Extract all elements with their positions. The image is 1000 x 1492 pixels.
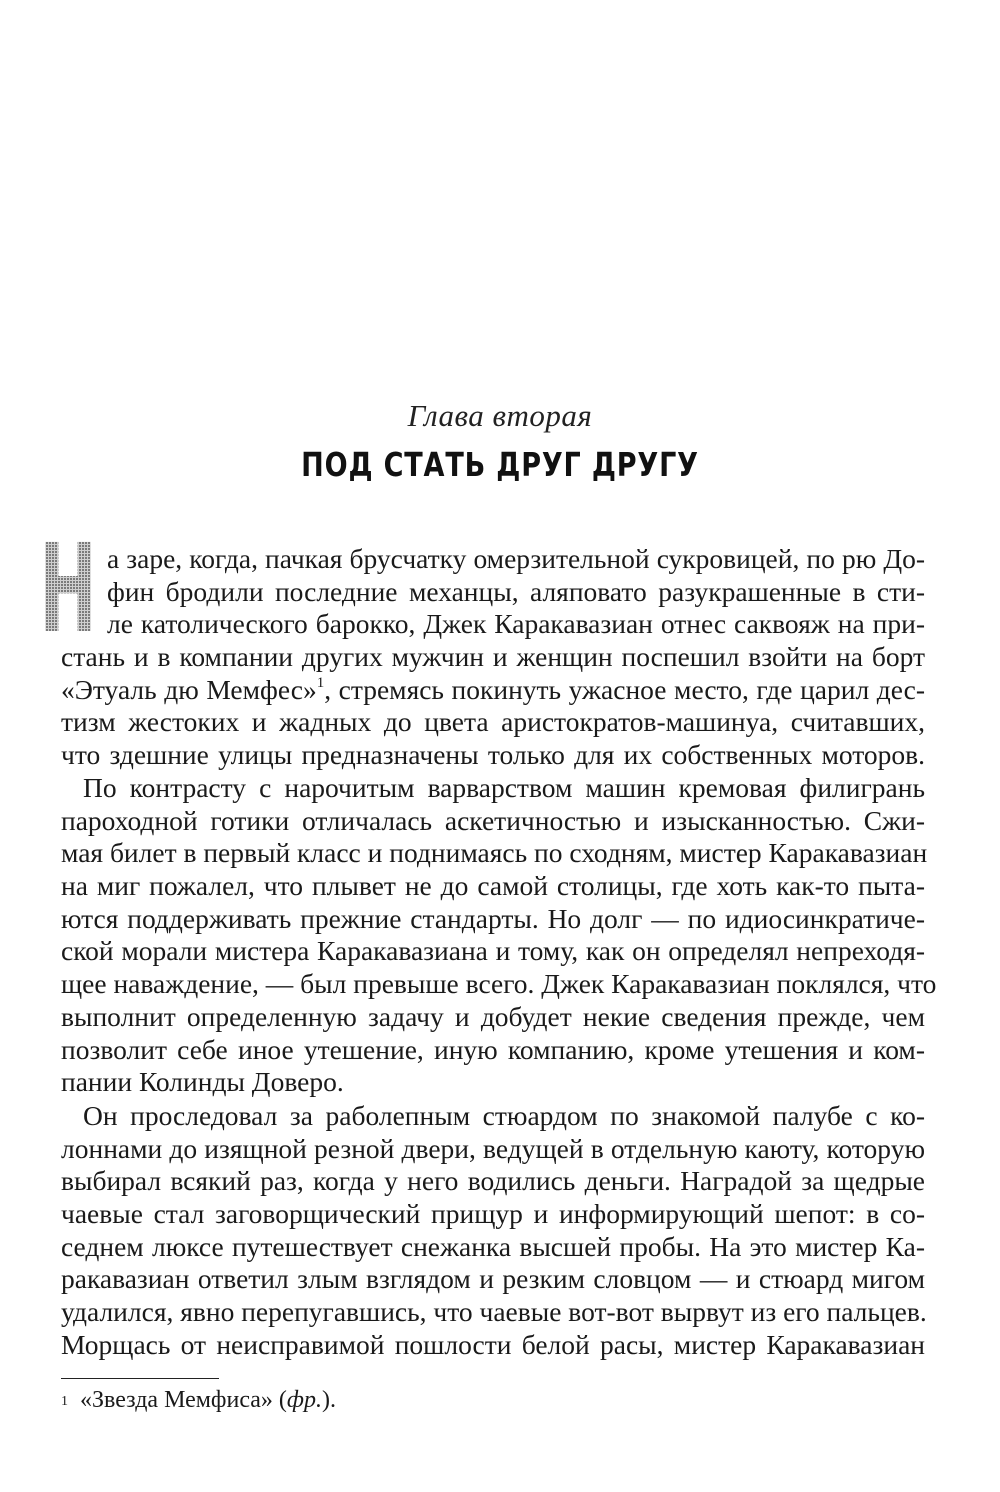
text-line: выбирал всякий раз, когда у него водились деньги. Наградой за щедрые <box>61 1165 925 1197</box>
text-line: пароходной готики отличалась аскетичностью и изысканностью. Сжи- <box>61 804 925 836</box>
footnote-text-end: ). <box>321 1387 336 1413</box>
text-line: ле католического барокко, Джек Каракавазиан отнес саквояж на при- <box>107 608 925 640</box>
footnote-ref: 1 <box>316 674 325 691</box>
text-line: что здешние улицы предназначены только для их собственных моторов. <box>61 739 925 771</box>
footnote-abbrev: фр. <box>286 1387 322 1413</box>
text-line: тизм жестоких и жадных до цвета аристократов-машинуа, считавших, <box>61 706 925 738</box>
drop-cap-letter: Н <box>39 518 97 660</box>
paragraph-1 <box>61 543 925 772</box>
text-line: а заре, когда, пачкая брусчатку омерзительной сукровицей, по рю До- <box>107 543 925 574</box>
text-line: ются поддерживать прежние стандарты. Но долг — по идиосинкратиче- <box>61 902 925 934</box>
text-line: лоннами до изящной резной двери, ведущей в отдельную каюту, которую <box>61 1132 925 1164</box>
footnote-divider <box>61 1378 219 1379</box>
ship-name: «Этуаль дю Мемфес» <box>61 673 317 705</box>
text-line: фин бродили последние механцы, аляповато разукрашенные в сти- <box>107 575 925 607</box>
text-line: мая билет в первый класс и поднимаясь по сходням, мистер Каракавазиан <box>61 837 928 869</box>
text-line: чаевые стал заговорщический прищур и информирующий шепот: в со- <box>61 1198 925 1230</box>
footnote <box>61 1385 336 1415</box>
text-line: Морщась от неисправимой пошлости белой расы, мистер Каракавазиан <box>61 1328 925 1360</box>
chapter-label: Глава вторая <box>407 398 593 433</box>
text-line: ской морали мистера Каракавазиана и тому, как он определял непреходя- <box>61 935 925 967</box>
chapter-title: ПОД СТАТЬ ДРУГ ДРУГУ <box>301 445 699 484</box>
text-line: удалился, явно перепугавшись, что чаевые вот-вот вырвут из его пальцев. <box>61 1296 927 1328</box>
text-line: позволит себе иное утешение, иную компанию, кроме утешения и ком- <box>61 1033 925 1065</box>
text-line: По контрасту с нарочитым варварством машин кремовая филигрань <box>83 772 925 803</box>
text-line: седнем люксе путешествует снежанка высшей пробы. На это мистер Ка- <box>61 1230 925 1262</box>
text-line <box>61 674 925 707</box>
paragraph-3 <box>61 1100 925 1362</box>
text-line: на миг пожалел, что плывет не до самой столицы, где хоть как-то пыта- <box>61 870 925 902</box>
text-line: ракавазиан ответил злым взглядом и резким словцом — и стюард мигом <box>61 1263 925 1295</box>
line-rest: , стремясь покинуть ужасное место, где царил дес- <box>324 673 926 705</box>
text-line: пании Колинды Доверо. <box>61 1066 344 1098</box>
text-line: стань и в компании других мужчин и женщин поспешил взойти на борт <box>61 641 925 673</box>
text-line: щее наваждение, — был превыше всего. Джек Каракавазиан поклялся, что <box>61 968 937 1000</box>
footnote-number: 1 <box>61 1394 68 1409</box>
text-line: Он проследовал за раболепным стюардом по знакомой палубе с ко- <box>83 1100 925 1131</box>
paragraph-2 <box>61 772 937 1099</box>
footnote-text: «Звезда Мемфиса» ( <box>80 1387 287 1413</box>
text-line: выполнит определенную задачу и добудет некие сведения прежде, чем <box>61 1000 925 1032</box>
